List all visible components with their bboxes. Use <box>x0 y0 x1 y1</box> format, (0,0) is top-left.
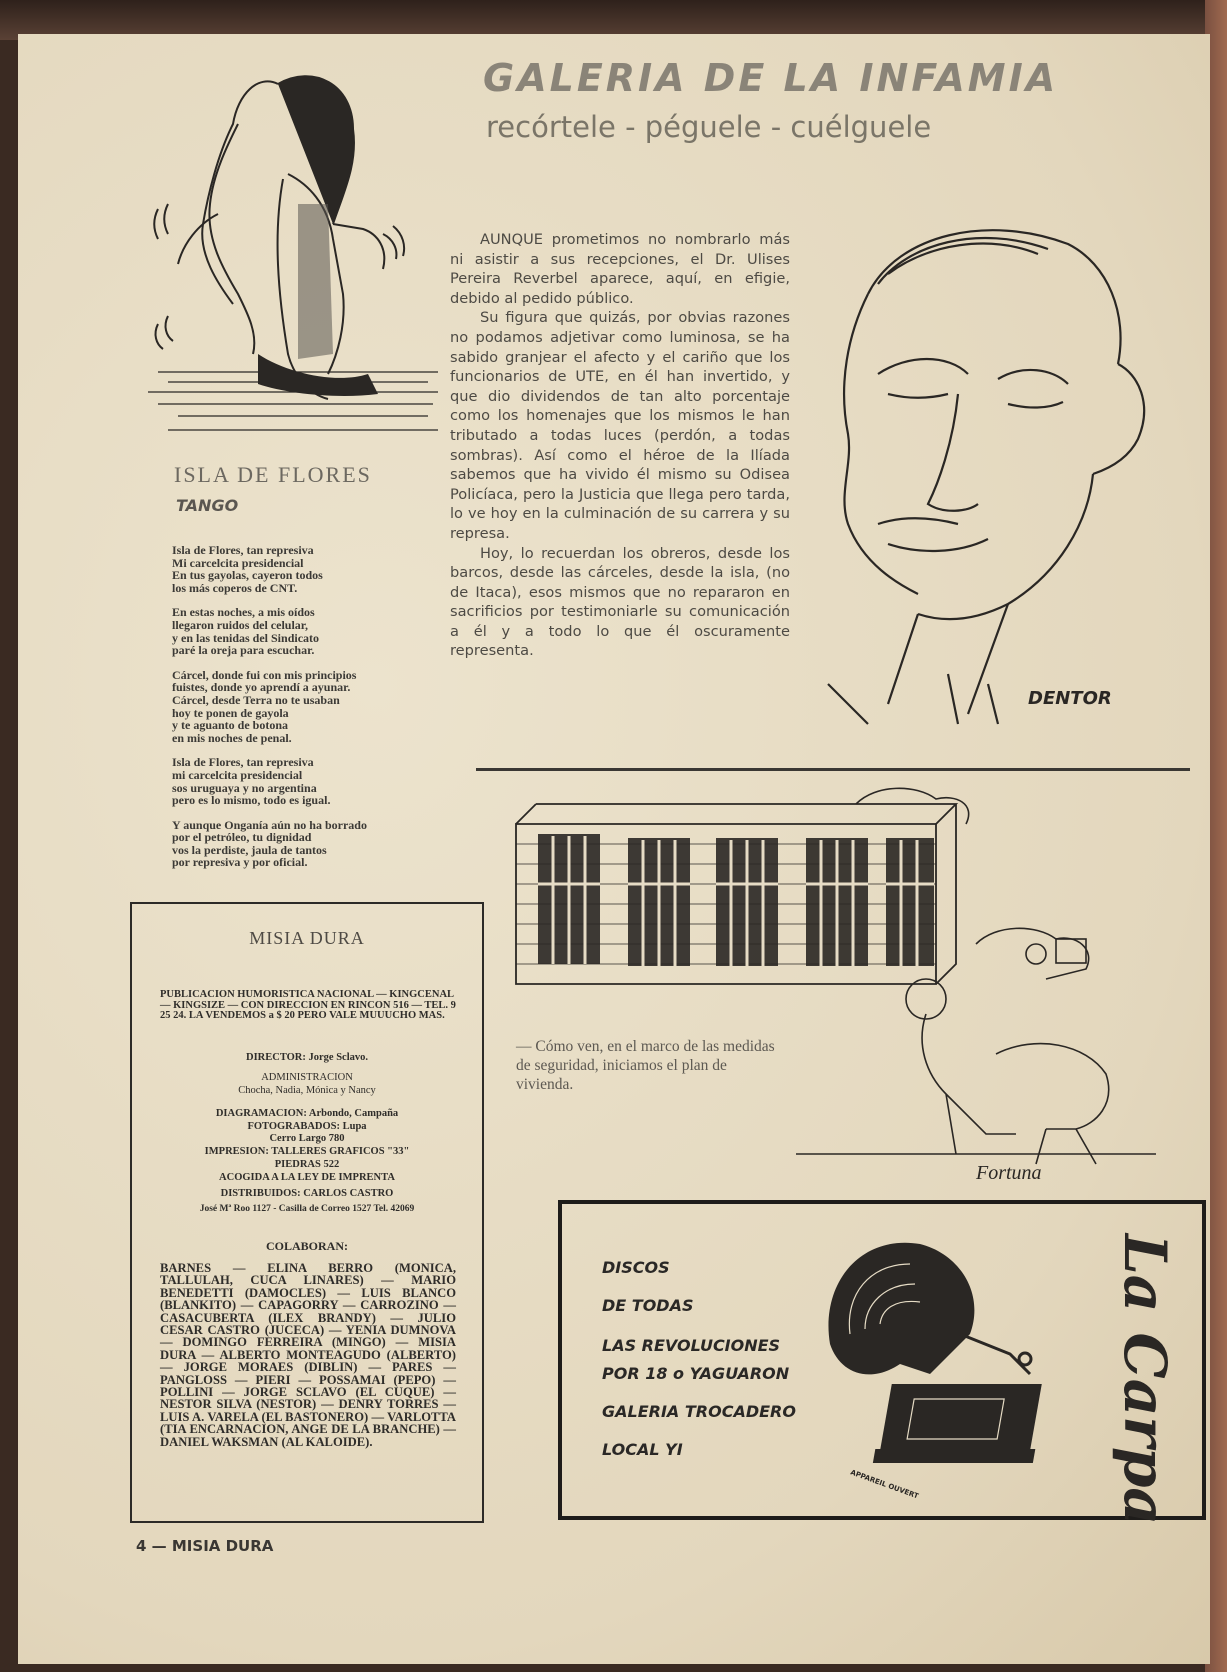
lyric-line: y en las tenidas del Sindicato <box>172 630 320 645</box>
lyric-line: Isla de Flores, tan represiva <box>172 755 314 770</box>
page-footer: 4 — MISIA DURA <box>136 1537 274 1555</box>
lyrics-stanza <box>172 756 452 806</box>
cartoon-signature: Fortuna <box>976 1162 1042 1184</box>
magazine-page <box>18 34 1210 1664</box>
masthead-colaboran-label: COLABORAN: <box>265 1239 348 1253</box>
masthead-admin-names: Chocha, Nadia, Mónica y Nancy <box>238 1085 376 1096</box>
man-caricature <box>808 204 1188 764</box>
prison-cartoon <box>516 774 1156 1194</box>
lyric-line: vos la perdiste, jaula de tantos <box>172 842 327 857</box>
masthead-fotograbados-addr: Cerro Largo 780 <box>269 1133 345 1144</box>
page-title: GALERIA DE LA INFAMIA <box>483 56 1059 100</box>
gramophone-icon <box>810 1224 1090 1501</box>
lyric-line: Cárcel, desde Terra no te usaban <box>172 692 340 707</box>
lyric-line: y te aguanto de botona <box>172 718 289 733</box>
lyrics-stanza <box>172 819 452 869</box>
lyric-line: pero es lo mismo, todo es igual. <box>172 793 331 808</box>
ad-line: POR 18 o YAGUARON <box>602 1364 790 1383</box>
masthead-distribuidos-addr: José Mª Roo 1127 - Casilla de Correo 1527 Tel. 42069 <box>199 1204 415 1214</box>
lyric-line: en mis noches de penal. <box>172 730 292 745</box>
lyric-line: Y aunque Onganía aún no ha borrado <box>172 817 367 832</box>
cartoon-caption: — Cómo ven, en el marco de las medidas de seguridad, iniciamos el plan de vivienda. <box>516 1038 775 1093</box>
lyrics-stanza <box>172 669 452 745</box>
masthead-impresion: IMPRESION: TALLERES GRAFICOS "33" <box>204 1146 410 1157</box>
lyric-line: paré la oreja para escuchar. <box>172 643 315 658</box>
masthead-box <box>130 902 484 1523</box>
lyrics-stanza <box>172 606 452 656</box>
masthead-intro: PUBLICACION HUMORISTICA NACIONAL — KINGCENAL — KINGSIZE — CON DIRECCION EN RINCON 516 — TEL. 9 25 24. LA VENDEMOS a $ 20 PERO VALE MUUUCHO MAS. <box>160 989 456 1021</box>
masthead-admin-label: ADMINISTRACION <box>261 1072 353 1083</box>
article-body <box>450 230 790 661</box>
lyric-line: Cárcel, donde fui con mis principios <box>172 667 357 682</box>
lyric-line: mi carcelcita presidencial <box>172 767 303 782</box>
section-divider <box>476 768 1190 771</box>
ad-line: LAS REVOLUCIONES <box>602 1336 781 1355</box>
masthead-ley: ACOGIDA A LA LEY DE IMPRENTA <box>219 1172 395 1183</box>
ad-line: DE TODAS <box>602 1296 694 1315</box>
article-paragraph: Su figura que quizás, por obvias razones no podamos adjetivar como luminosa, se ha sabido granjear el afecto y el cariño que los funcionarios de UTE, en él han invertido, y que dio dividendos de tan alto porcentaje como los homenajes que los mismos le han tributado a todas luces (perdón, a todas sombras). Así como el héroe de la Ilíada sabemos que ha vivido él mismo su Odisea Policíaca, pero la Justicia que llega pero tarda, lo ve hoy en la culminación de su carrera y su represa. <box>450 309 790 542</box>
lyric-line: fuistes, donde yo aprendí a ayunar. <box>172 680 351 695</box>
song-genre: TANGO <box>176 496 239 515</box>
lyric-line: por represiva y por oficial. <box>172 855 308 870</box>
ad-line: GALERIA TROCADERO <box>602 1402 796 1421</box>
masthead-director: DIRECTOR: Jorge Sclavo. <box>245 1052 368 1063</box>
lyric-line: sos uruguaya y no argentina <box>172 780 317 795</box>
masthead-fotograbados: FOTOGRABADOS: Lupa <box>247 1121 367 1132</box>
song-title: ISLA DE FLORES <box>174 462 372 487</box>
lyric-line: En tus gayolas, cayeron todos <box>172 568 323 583</box>
lyric-line: por el petróleo, tu dignidad <box>172 830 312 845</box>
lyric-line: llegaron ruidos del celular, <box>172 617 309 632</box>
couple-caricature <box>138 54 458 434</box>
lyric-line: hoy te ponen de gayola <box>172 705 289 720</box>
article-paragraph: Hoy, lo recuerdan los obreros, desde los barcos, desde las cárceles, desde la isla, (no de Itaca), esos mismos que no repararon en sacrificios por testimoniarle su comunicación a él y a todo lo que él oscuramente representa. <box>450 544 790 660</box>
lyric-line: Mi carcelcita presidencial <box>172 555 304 570</box>
masthead-diagramacion: DIAGRAMACION: Arbondo, Campaña <box>215 1108 399 1119</box>
song-lyrics <box>172 544 452 881</box>
lyrics-stanza <box>172 544 452 594</box>
gramophone-label: APPAREIL OUVERT <box>849 1468 920 1501</box>
record-store-ad <box>558 1200 1206 1525</box>
masthead-title: MISIA DURA <box>249 928 365 948</box>
masthead-impresion-addr: PIEDRAS 522 <box>274 1159 340 1170</box>
ad-brand: La Carpa <box>1111 1234 1179 1525</box>
ad-brand-logo <box>1107 1224 1187 1525</box>
lyric-line: Isla de Flores, tan represiva <box>172 543 314 557</box>
ad-line: DISCOS <box>602 1258 670 1277</box>
lyric-line: En estas noches, a mis oídos <box>172 605 315 620</box>
masthead-distribuidos: DISTRIBUIDOS: CARLOS CASTRO <box>220 1188 394 1199</box>
ad-line: LOCAL YI <box>602 1440 683 1459</box>
article-paragraph: AUNQUE prometimos no nombrarlo más ni asistir a sus recepciones, el Dr. Ulises Pereira Reverbel aparece, aquí, en efigie, debido al pedido público. <box>450 231 790 307</box>
masthead-colaboran-list: BARNES — ELINA BERRO (MONICA, TALLULAH, CUCA LINARES) — MARIO BENEDETTI (DAMOCLES) — LUIS BLANCO (BLANKITO) — CAPAGORRY — CARROZINO — CASACUBERTA (ILEX BRANDY) — JULIO CESAR CASTRO (JUCECA) — YENIA DUMNOVA — DOMINGO FERREIRA (MINGO) — MISIA DURA — ALBERTO MONTEAGUDO (ALBERTO) — JORGE MORAES (DIBLIN) — PARES — PANGLOSS — PIERI — POSSAMAI (PEPO) — POLLINI — JORGE SCLAVO (EL CUQUE) — NESTOR SILVA (NESTOR) — DENRY TORRES — LUIS A. VARELA (EL BASTONERO) — VARLOTTA (TIA ENCARNACION, ANGE DE LA BRANCHE) — DANIEL WAKSMAN (AL KALOIDE). <box>160 1261 456 1449</box>
lyric-line: los más coperos de CNT. <box>172 580 298 595</box>
page-subtitle: recórtele - péguele - cuélguele <box>486 110 932 144</box>
caricature-signature: DENTOR <box>1028 688 1112 709</box>
